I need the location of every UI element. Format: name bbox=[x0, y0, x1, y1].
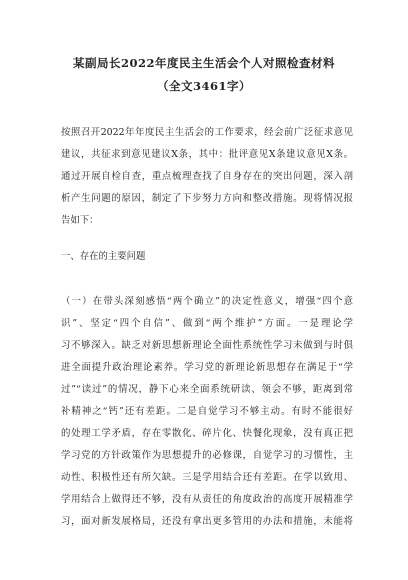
section-line: 识”、坚定“四个自信”、做到“两个维护”方面。一是理论学 bbox=[61, 318, 353, 329]
section-line: 习不够深入。缺乏对新思想新理论全面性系统性学习未做到与时俱 bbox=[61, 340, 353, 351]
section-line: 过”“读过”的情况，静下心来全面系统研读、领会不够，距离到常 bbox=[61, 384, 353, 395]
document-title: 某副局长2022年度民主生活会个人对照检查材料 bbox=[72, 56, 335, 70]
intro-paragraph bbox=[61, 122, 353, 232]
section-line: 习，面对新发展格局，还没有拿出更多管用的办法和措施，未能将 bbox=[61, 516, 353, 527]
section-heading: 一、存在的主要问题 bbox=[61, 251, 146, 262]
section-line: （一）在带头深刻感悟“两个确立”的决定性意义，增强“四个意 bbox=[61, 296, 353, 307]
section-line: 动性、积极性还有所欠缺。三是学用结合还有差距。在学以致用、 bbox=[61, 472, 353, 483]
intro-line: 析产生问题的原因，制定了下步努力方向和整改措施。现将情况报 bbox=[61, 193, 353, 204]
intro-line: 通过开展自检自查，重点梳理查找了自身存在的突出问题，深入剖 bbox=[61, 171, 353, 182]
intro-line: 建议，共征求到意见建议X条，其中：批评意见X条建议意见X条。 bbox=[61, 149, 353, 160]
document-subtitle: （全文3461字） bbox=[156, 79, 251, 93]
section-line: 进全面提升政治理论素养。学习党的新理论新思想存在满足于“学 bbox=[61, 362, 353, 373]
section-line: 补精神之“钙”还有差距。二是自觉学习不够主动。有时不能很好 bbox=[61, 406, 353, 417]
intro-line: 告如下： bbox=[61, 215, 99, 226]
section-line: 的处理工学矛盾，存在零散化、碎片化、快餐化现象，没有真正把 bbox=[61, 428, 353, 439]
section-line: 学习党的方针政策作为思想提升的必修课，自觉学习的习惯性，主 bbox=[61, 450, 353, 461]
section-line: 学用结合上做得还不够，没有从责任的角度政治的高度开展精准学 bbox=[61, 494, 353, 505]
intro-line: 按照召开2022年年度民主生活会的工作要求，经会前广泛征求意见 bbox=[61, 127, 353, 138]
section-paragraph bbox=[61, 291, 353, 533]
